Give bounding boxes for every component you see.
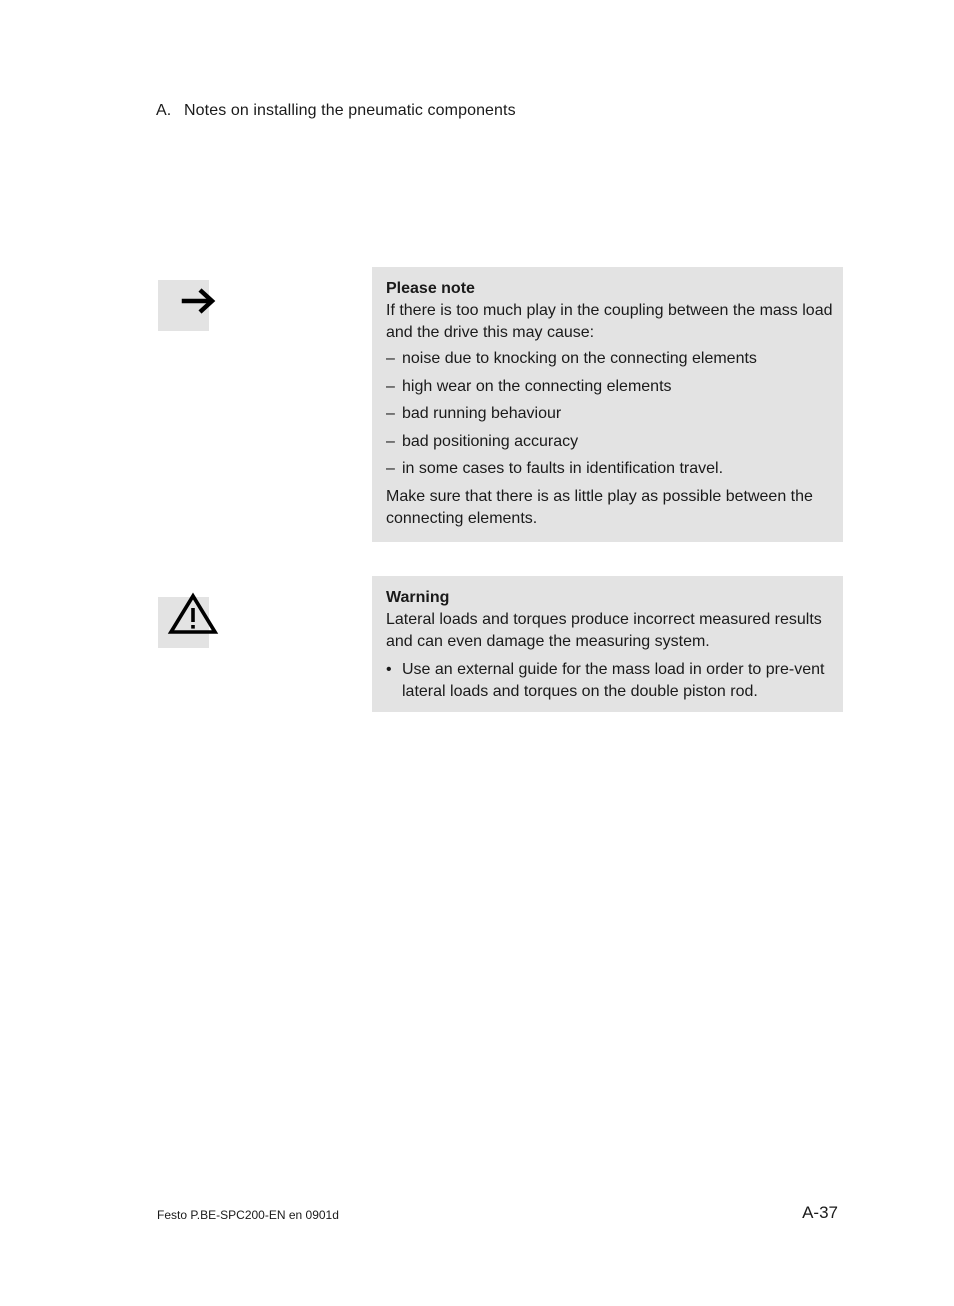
- list-item: – in some cases to faults in identification travel.: [386, 460, 724, 477]
- warning-title: Warning: [386, 589, 450, 606]
- note-intro: If there is too much play in the coupling between the mass load and the drive this may cause:: [386, 302, 833, 341]
- footer-document-id: Festo P.BE-SPC200-EN en 0901d: [157, 1208, 339, 1222]
- warning-triangle-icon: [168, 591, 220, 637]
- note-icon-box: [158, 280, 209, 331]
- list-item: – noise due to knocking on the connecting elements: [386, 350, 757, 367]
- list-item: – bad running behaviour: [386, 405, 562, 422]
- arrow-right-icon: [180, 286, 220, 320]
- page-number: A-37: [802, 1203, 838, 1222]
- note-closing: Make sure that there is as little play as possible between the connecting elements.: [386, 487, 813, 527]
- note-list: [386, 348, 833, 480]
- warning-list: [386, 659, 833, 703]
- note-panel: [372, 267, 843, 542]
- note-title: Please note: [386, 280, 475, 297]
- list-item: • Use an external guide for the mass load in order to pre-vent lateral loads and torques on the double piston rod.: [386, 661, 825, 700]
- section-header: [156, 102, 516, 120]
- warning-icon-box: [158, 597, 209, 648]
- section-number: A.: [156, 102, 172, 119]
- section-title: Notes on installing the pneumatic components: [184, 102, 516, 119]
- list-item: – high wear on the connecting elements: [386, 377, 672, 395]
- list-item: – bad positioning accuracy: [386, 432, 579, 450]
- warning-intro: Lateral loads and torques produce incorrect measured results and can even damage the measuring system.: [386, 611, 822, 650]
- warning-panel: [372, 576, 843, 712]
